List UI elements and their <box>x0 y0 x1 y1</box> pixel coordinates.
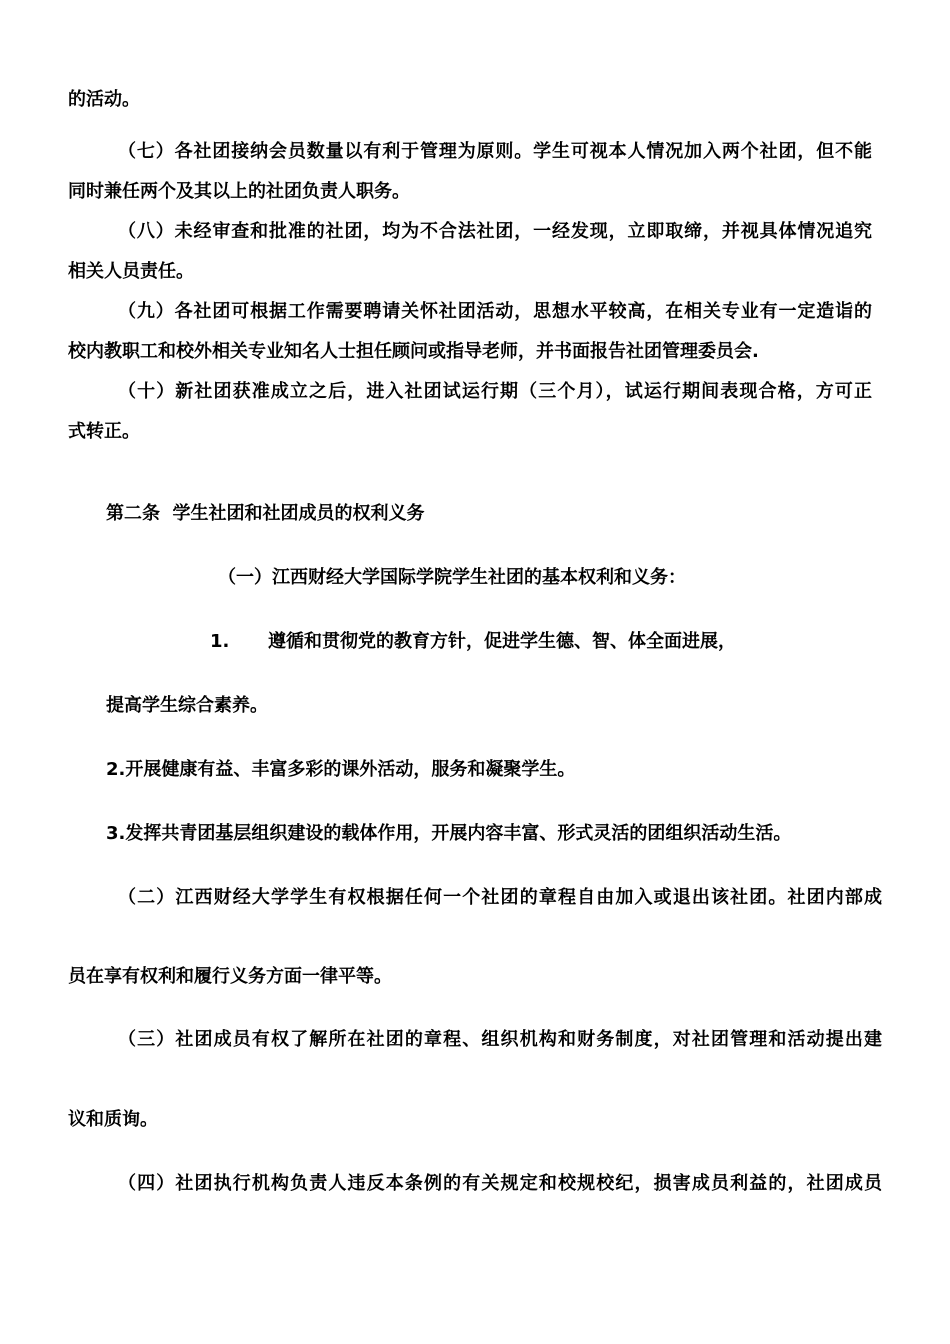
article-2-heading: 第二条 学生社团和社团成员的权利义务 <box>106 503 425 524</box>
paragraph-continuation: 的活动。 <box>68 89 140 110</box>
item-3-text: 3.发挥共青团基层组织建设的载体作用，开展内容丰富、形式灵活的团组织活动生活。 <box>106 823 792 844</box>
subsection-4-line-1: （四）社团执行机构负责人违反本条例的有关规定和校规校纪，损害成员利益的，社团成员 <box>118 1173 882 1194</box>
subsection-3-line-1: （三）社团成员有权了解所在社团的章程、组织机构和财务制度，对社团管理和活动提出建 <box>118 1029 882 1050</box>
clause-9-line-1: （九）各社团可根据工作需要聘请关怀社团活动，思想水平较高，在相关专业有一定造诣的 <box>118 301 872 322</box>
clause-7-line-1: （七）各社团接纳会员数量以有利于管理为原则。学生可视本人情况加入两个社团，但不能 <box>118 141 872 162</box>
clause-8-line-2: 相关人员责任。 <box>68 261 194 282</box>
clause-10-line-1: （十）新社团获准成立之后，进入社团试运行期（三个月），试运行期间表现合格，方可正 <box>118 381 872 402</box>
item-2-text: 2.开展健康有益、丰富多彩的课外活动，服务和凝聚学生。 <box>106 759 576 780</box>
clause-9-line-2: 校内教职工和校外相关专业知名人士担任顾问或指导老师，并书面报告社团管理委员会. <box>68 341 759 362</box>
clause-7-line-2: 同时兼任两个及其以上的社团负责人职务。 <box>68 181 410 202</box>
clause-8-line-1: （八）未经审查和批准的社团，均为不合法社团，一经发现，立即取缔，并视具体情况追究 <box>118 221 872 242</box>
item-1-text: 遵循和贯彻党的教育方针，促进学生德、智、体全面进展， <box>268 631 736 652</box>
item-1-number: 1. <box>210 631 230 652</box>
subsection-1-heading: （一）江西财经大学国际学院学生社团的基本权利和义务： <box>218 567 686 588</box>
item-1-continuation: 提高学生综合素养。 <box>106 695 268 716</box>
subsection-3-line-2: 议和质询。 <box>68 1109 158 1130</box>
subsection-2-line-1: （二）江西财经大学学生有权根据任何一个社团的章程自由加入或退出该社团。社团内部成 <box>118 887 882 908</box>
clause-10-line-2: 式转正。 <box>68 421 140 442</box>
subsection-2-line-2: 员在享有权利和履行义务方面一律平等。 <box>68 966 392 987</box>
